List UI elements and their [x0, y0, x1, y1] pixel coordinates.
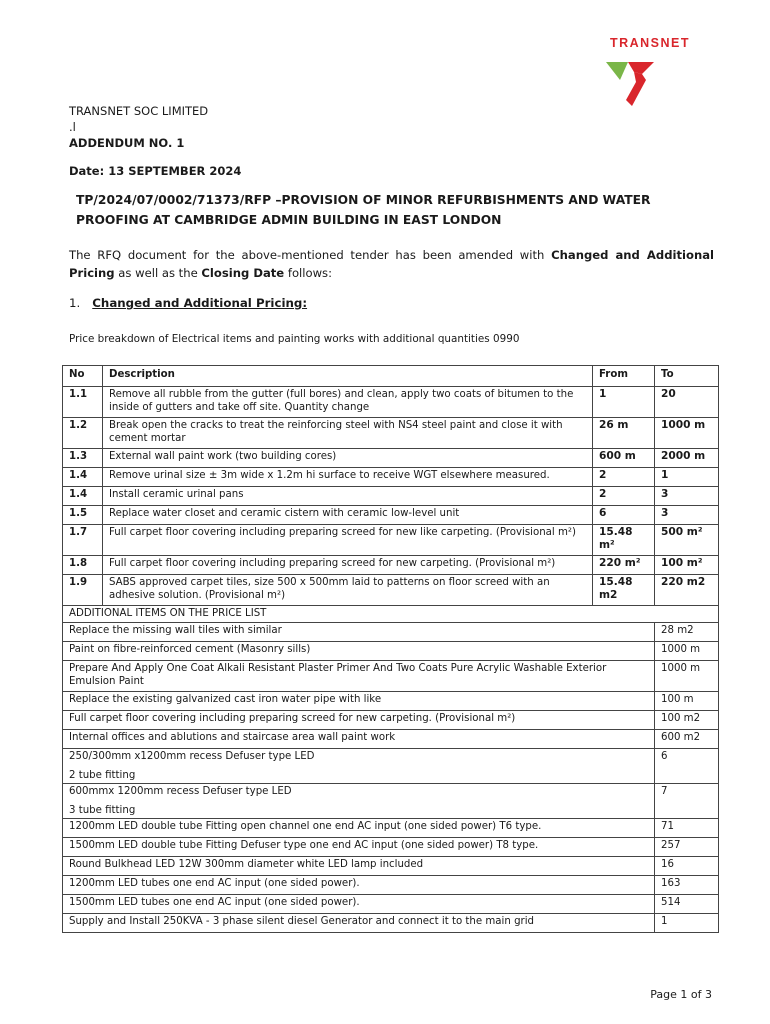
row-from: 15.48 m2	[593, 575, 655, 606]
table-header-row	[63, 366, 719, 387]
row-from: 2	[593, 468, 655, 487]
intro-text-3: follows:	[284, 266, 332, 280]
additional-qty: 71	[655, 819, 719, 838]
table-row	[63, 575, 719, 606]
additional-row	[63, 857, 719, 876]
row-to: 220 m2	[655, 575, 719, 606]
additional-description: Supply and Install 250KVA - 3 phase silent diesel Generator and connect it to the main grid	[63, 914, 655, 933]
additional-row	[63, 730, 719, 749]
company-name: TRANSNET SOC LIMITED	[69, 104, 209, 118]
additional-description: Internal offices and ablutions and staircase area wall paint work	[63, 730, 655, 749]
row-to: 3	[655, 487, 719, 506]
additional-description: Round Bulkhead LED 12W 300mm diameter white LED lamp included	[63, 857, 655, 876]
table-row	[63, 487, 719, 506]
additional-description: 1500mm LED double tube Fitting Defuser type one end AC input (one sided power) T8 type.	[63, 838, 655, 857]
row-no: 1.4	[63, 468, 103, 487]
additional-qty: 1000 m	[655, 642, 719, 661]
additional-qty: 28 m2	[655, 623, 719, 642]
intro-text-1: The RFQ document for the above-mentioned tender has been amended with	[69, 248, 552, 262]
intro-bold-1: Changed and Additional Pricing	[69, 248, 715, 280]
additional-row	[63, 819, 719, 838]
addendum-number: ADDENDUM NO. 1	[69, 136, 185, 150]
row-no: 1.1	[63, 387, 103, 418]
additional-qty: 100 m2	[655, 711, 719, 730]
additional-items-heading-row	[63, 606, 719, 623]
additional-description: 1500mm LED tubes one end AC input (one sided power).	[63, 895, 655, 914]
row-description: Replace water closet and ceramic cistern with ceramic low-level unit	[103, 506, 593, 525]
addendum-date: Date: 13 SEPTEMBER 2024	[69, 164, 242, 178]
intro-text-2: as well as the	[114, 266, 202, 280]
row-to: 500 m²	[655, 525, 719, 556]
additional-row	[63, 692, 719, 711]
intro-paragraph	[69, 246, 714, 282]
additional-row	[63, 661, 719, 692]
additional-description: Replace the existing galvanized cast iron water pipe with like	[63, 692, 655, 711]
row-description: Install ceramic urinal pans	[103, 487, 593, 506]
row-from: 1	[593, 387, 655, 418]
additional-qty: 6	[655, 749, 719, 784]
header-to: To	[655, 366, 719, 387]
row-description: Break open the cracks to treat the reinforcing steel with NS4 steel paint and close it with cement mortar	[103, 418, 593, 449]
table-row	[63, 468, 719, 487]
row-no: 1.4	[63, 487, 103, 506]
row-no: 1.3	[63, 449, 103, 468]
intro-bold-2: Closing Date	[201, 266, 285, 280]
header-no: No	[63, 366, 103, 387]
table-row	[63, 449, 719, 468]
additional-description: Full carpet floor covering including preparing screed for new carpeting. (Provisional m²)	[63, 711, 655, 730]
additional-qty: 1000 m	[655, 661, 719, 692]
row-from: 26 m	[593, 418, 655, 449]
pricing-table	[62, 365, 719, 933]
row-description: SABS approved carpet tiles, size 500 x 500mm laid to patterns on floor screed with an adhesive solution. (Provisional m²)	[103, 575, 593, 606]
row-no: 1.7	[63, 525, 103, 556]
table-row	[63, 387, 719, 418]
table-row	[63, 556, 719, 575]
row-to: 100 m²	[655, 556, 719, 575]
additional-qty: 163	[655, 876, 719, 895]
row-no: 1.9	[63, 575, 103, 606]
additional-qty: 514	[655, 895, 719, 914]
row-to: 1	[655, 468, 719, 487]
row-from: 15.48 m²	[593, 525, 655, 556]
row-from: 2	[593, 487, 655, 506]
additional-description: Prepare And Apply One Coat Alkali Resistant Plaster Primer And Two Coats Pure Acrylic Washable Exterior Emulsion Paint	[63, 661, 655, 692]
additional-description: 1200mm LED double tube Fitting open channel one end AC input (one sided power) T6 type.	[63, 819, 655, 838]
row-description: Remove all rubble from the gutter (full bores) and clean, apply two coats of bitumen to the inside of gutters and take off site. Quantity change	[103, 387, 593, 418]
header-description: Description	[103, 366, 593, 387]
additional-description: Paint on fibre-reinforced cement (Masonry sills)	[63, 642, 655, 661]
additional-qty: 600 m2	[655, 730, 719, 749]
additional-qty: 257	[655, 838, 719, 857]
additional-qty: 1	[655, 914, 719, 933]
additional-row	[63, 895, 719, 914]
section-heading	[69, 296, 307, 310]
additional-description	[63, 784, 655, 819]
table-row	[63, 506, 719, 525]
additional-row	[63, 642, 719, 661]
row-no: 1.5	[63, 506, 103, 525]
additional-qty: 16	[655, 857, 719, 876]
row-description: Remove urinal size ± 3m wide x 1.2m hi surface to receive WGT elsewhere measured.	[103, 468, 593, 487]
table-row	[63, 525, 719, 556]
logo-text: TRANSNET	[609, 36, 690, 50]
page-number: Page 1 of 3	[650, 988, 712, 1001]
additional-items-heading: ADDITIONAL ITEMS ON THE PRICE LIST	[63, 606, 719, 623]
additional-row	[63, 838, 719, 857]
additional-description: 1200mm LED tubes one end AC input (one sided power).	[63, 876, 655, 895]
section-number: 1.	[69, 296, 81, 310]
row-to: 2000 m	[655, 449, 719, 468]
additional-description	[63, 749, 655, 784]
row-from: 220 m²	[593, 556, 655, 575]
row-description: Full carpet floor covering including preparing screed for new like carpeting. (Provisional m²)	[103, 525, 593, 556]
row-description: Full carpet floor covering including preparing screed for new carpeting. (Provisional m²)	[103, 556, 593, 575]
additional-row	[63, 914, 719, 933]
additional-qty: 7	[655, 784, 719, 819]
tender-title: TP/2024/07/0002/71373/RFP –PROVISION OF MINOR REFURBISHMENTS AND WATER PROOFING AT CAMBRIDGE ADMIN BUILDING IN EAST LONDON	[76, 193, 651, 227]
transnet-emblem-icon	[606, 58, 658, 112]
header-from: From	[593, 366, 655, 387]
additional-row	[63, 784, 719, 819]
additional-row	[63, 876, 719, 895]
additional-description-sub: 3 tube fitting	[69, 805, 136, 816]
row-no: 1.8	[63, 556, 103, 575]
additional-row	[63, 711, 719, 730]
row-to: 1000 m	[655, 418, 719, 449]
additional-description: Replace the missing wall tiles with similar	[63, 623, 655, 642]
row-description: External wall paint work (two building cores)	[103, 449, 593, 468]
additional-description-main: 600mmx 1200mm recess Defuser type LED	[69, 786, 292, 797]
table-row	[63, 418, 719, 449]
transnet-logo	[600, 36, 730, 116]
additional-qty: 100 m	[655, 692, 719, 711]
row-no: 1.2	[63, 418, 103, 449]
row-to: 3	[655, 506, 719, 525]
additional-row	[63, 623, 719, 642]
additional-description-sub: 2 tube fitting	[69, 770, 136, 781]
breakdown-note: Price breakdown of Electrical items and painting works with additional quantities 0990	[69, 333, 520, 345]
additional-description-main: 250/300mm x1200mm recess Defuser type LED	[69, 751, 315, 762]
header-mark: .l	[69, 120, 76, 134]
additional-row	[63, 749, 719, 784]
row-from: 6	[593, 506, 655, 525]
row-from: 600 m	[593, 449, 655, 468]
row-to: 20	[655, 387, 719, 418]
section-label: Changed and Additional Pricing:	[92, 296, 308, 310]
